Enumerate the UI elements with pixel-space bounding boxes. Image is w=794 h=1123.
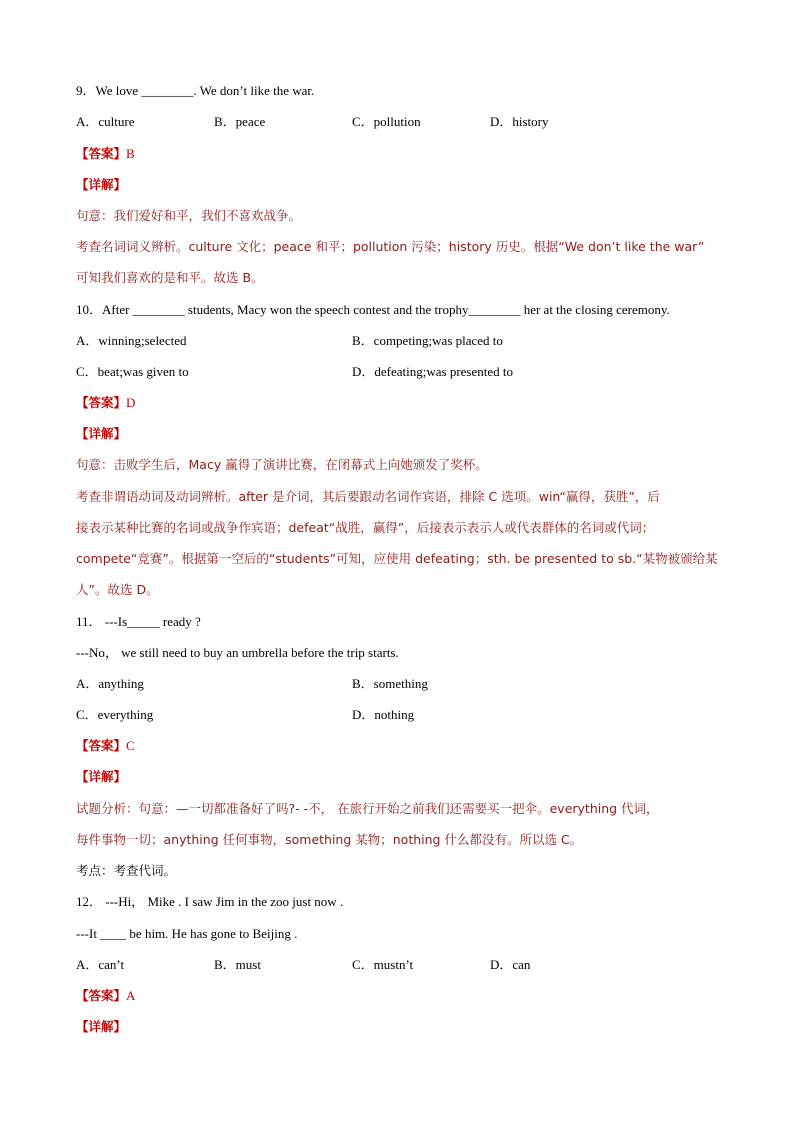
q9-stem: 9．We love ________. We don’t like the war.	[76, 83, 315, 98]
q9-option-a: A．culture	[76, 114, 135, 129]
q10-meaning: 句意：击败学生后，Macy 赢得了演讲比赛，在闭幕式上向她颁发了奖杯。	[76, 457, 488, 472]
q11-stem-2: ---No， we still need to buy an umbrella before the trip starts.	[76, 645, 399, 660]
q9-detail-label: 【详解】	[76, 177, 127, 192]
q10-analysis-3: compete“竞赛”。根据第一空后的“students”可知，应使用 defeating；sth. be presented to sb.“某物被颁给某	[76, 551, 718, 566]
answer-label: 【答案】	[76, 146, 127, 161]
q10-option-b: B．competing;was placed to	[352, 333, 503, 348]
q9-meaning: 句意：我们爱好和平，我们不喜欢战争。	[76, 208, 302, 223]
q10-detail-label: 【详解】	[76, 426, 127, 441]
q10-answer	[76, 394, 135, 412]
q11-option-d: D．nothing	[352, 707, 415, 722]
q9-option-b: B．peace	[214, 114, 266, 129]
q11-analysis-2: 每件事物一切；anything 任何事物，something 某物；nothing 什么都没有。所以选 C。	[76, 832, 583, 847]
answer-value: A	[126, 988, 136, 1003]
q12-option-b: B．must	[214, 957, 261, 972]
q11-point: 考点：考查代词。	[76, 863, 177, 878]
answer-label: 【答案】	[76, 738, 127, 753]
q12-option-d: D．can	[490, 957, 531, 972]
q10-stem: 10．After ________ students, Macy won the speech contest and the trophy________ her at the closing ceremony.	[76, 302, 670, 317]
q10-option-a: A．winning;selected	[76, 333, 187, 348]
q12-option-a: A．can’t	[76, 957, 125, 972]
q12-stem: 12． ---Hi， Mike . I saw Jim in the zoo just now .	[76, 894, 344, 909]
q10-option-c: C．beat;was given to	[76, 364, 189, 379]
q10-option-d: D．defeating;was presented to	[352, 364, 514, 379]
q10-analysis-2: 接表示某种比赛的名词或战争作宾语；defeat“战胜，赢得”，后接表示表示人或代表群体的名词或代词；	[76, 520, 655, 535]
q12-answer	[76, 987, 135, 1005]
answer-label: 【答案】	[76, 395, 127, 410]
q9-analysis-1: 考查名词词义辨析。culture 文化；peace 和平；pollution 污染；history 历史。根据“We don’t like the war”	[76, 239, 705, 254]
answer-value: B	[126, 146, 135, 161]
q12-stem-2: ---It ____ be him. He has gone to Beijing .	[76, 926, 298, 941]
q11-answer	[76, 737, 135, 755]
q12-option-c: C．mustn’t	[352, 957, 414, 972]
q11-option-b: B．something	[352, 676, 428, 691]
q9-analysis-2: 可知我们喜欢的是和平。故选 B。	[76, 270, 264, 285]
q9-answer	[76, 145, 135, 163]
q12-detail-label: 【详解】	[76, 1019, 127, 1034]
q10-analysis-4: 人”。故选 D。	[76, 582, 159, 597]
q11-stem: 11． ---Is_____ ready ?	[76, 614, 201, 629]
answer-value: D	[126, 395, 136, 410]
q11-detail-label: 【详解】	[76, 769, 127, 784]
answer-value: C	[126, 738, 135, 753]
q11-option-a: A．anything	[76, 676, 144, 691]
q9-option-c: C．pollution	[352, 114, 421, 129]
answer-label: 【答案】	[76, 988, 127, 1003]
q11-option-c: C．everything	[76, 707, 154, 722]
q9-option-d: D．history	[490, 114, 549, 129]
q11-analysis-1: 试题分析：句意：—一切都准备好了吗?- -不， 在旅行开始之前我们还需要买一把伞。everything 代词，	[76, 801, 659, 816]
q10-analysis-1: 考查非谓语动词及动词辨析。after 是介词，其后要跟动名词作宾语，排除 C 选项。win“赢得，获胜”，后	[76, 489, 660, 504]
